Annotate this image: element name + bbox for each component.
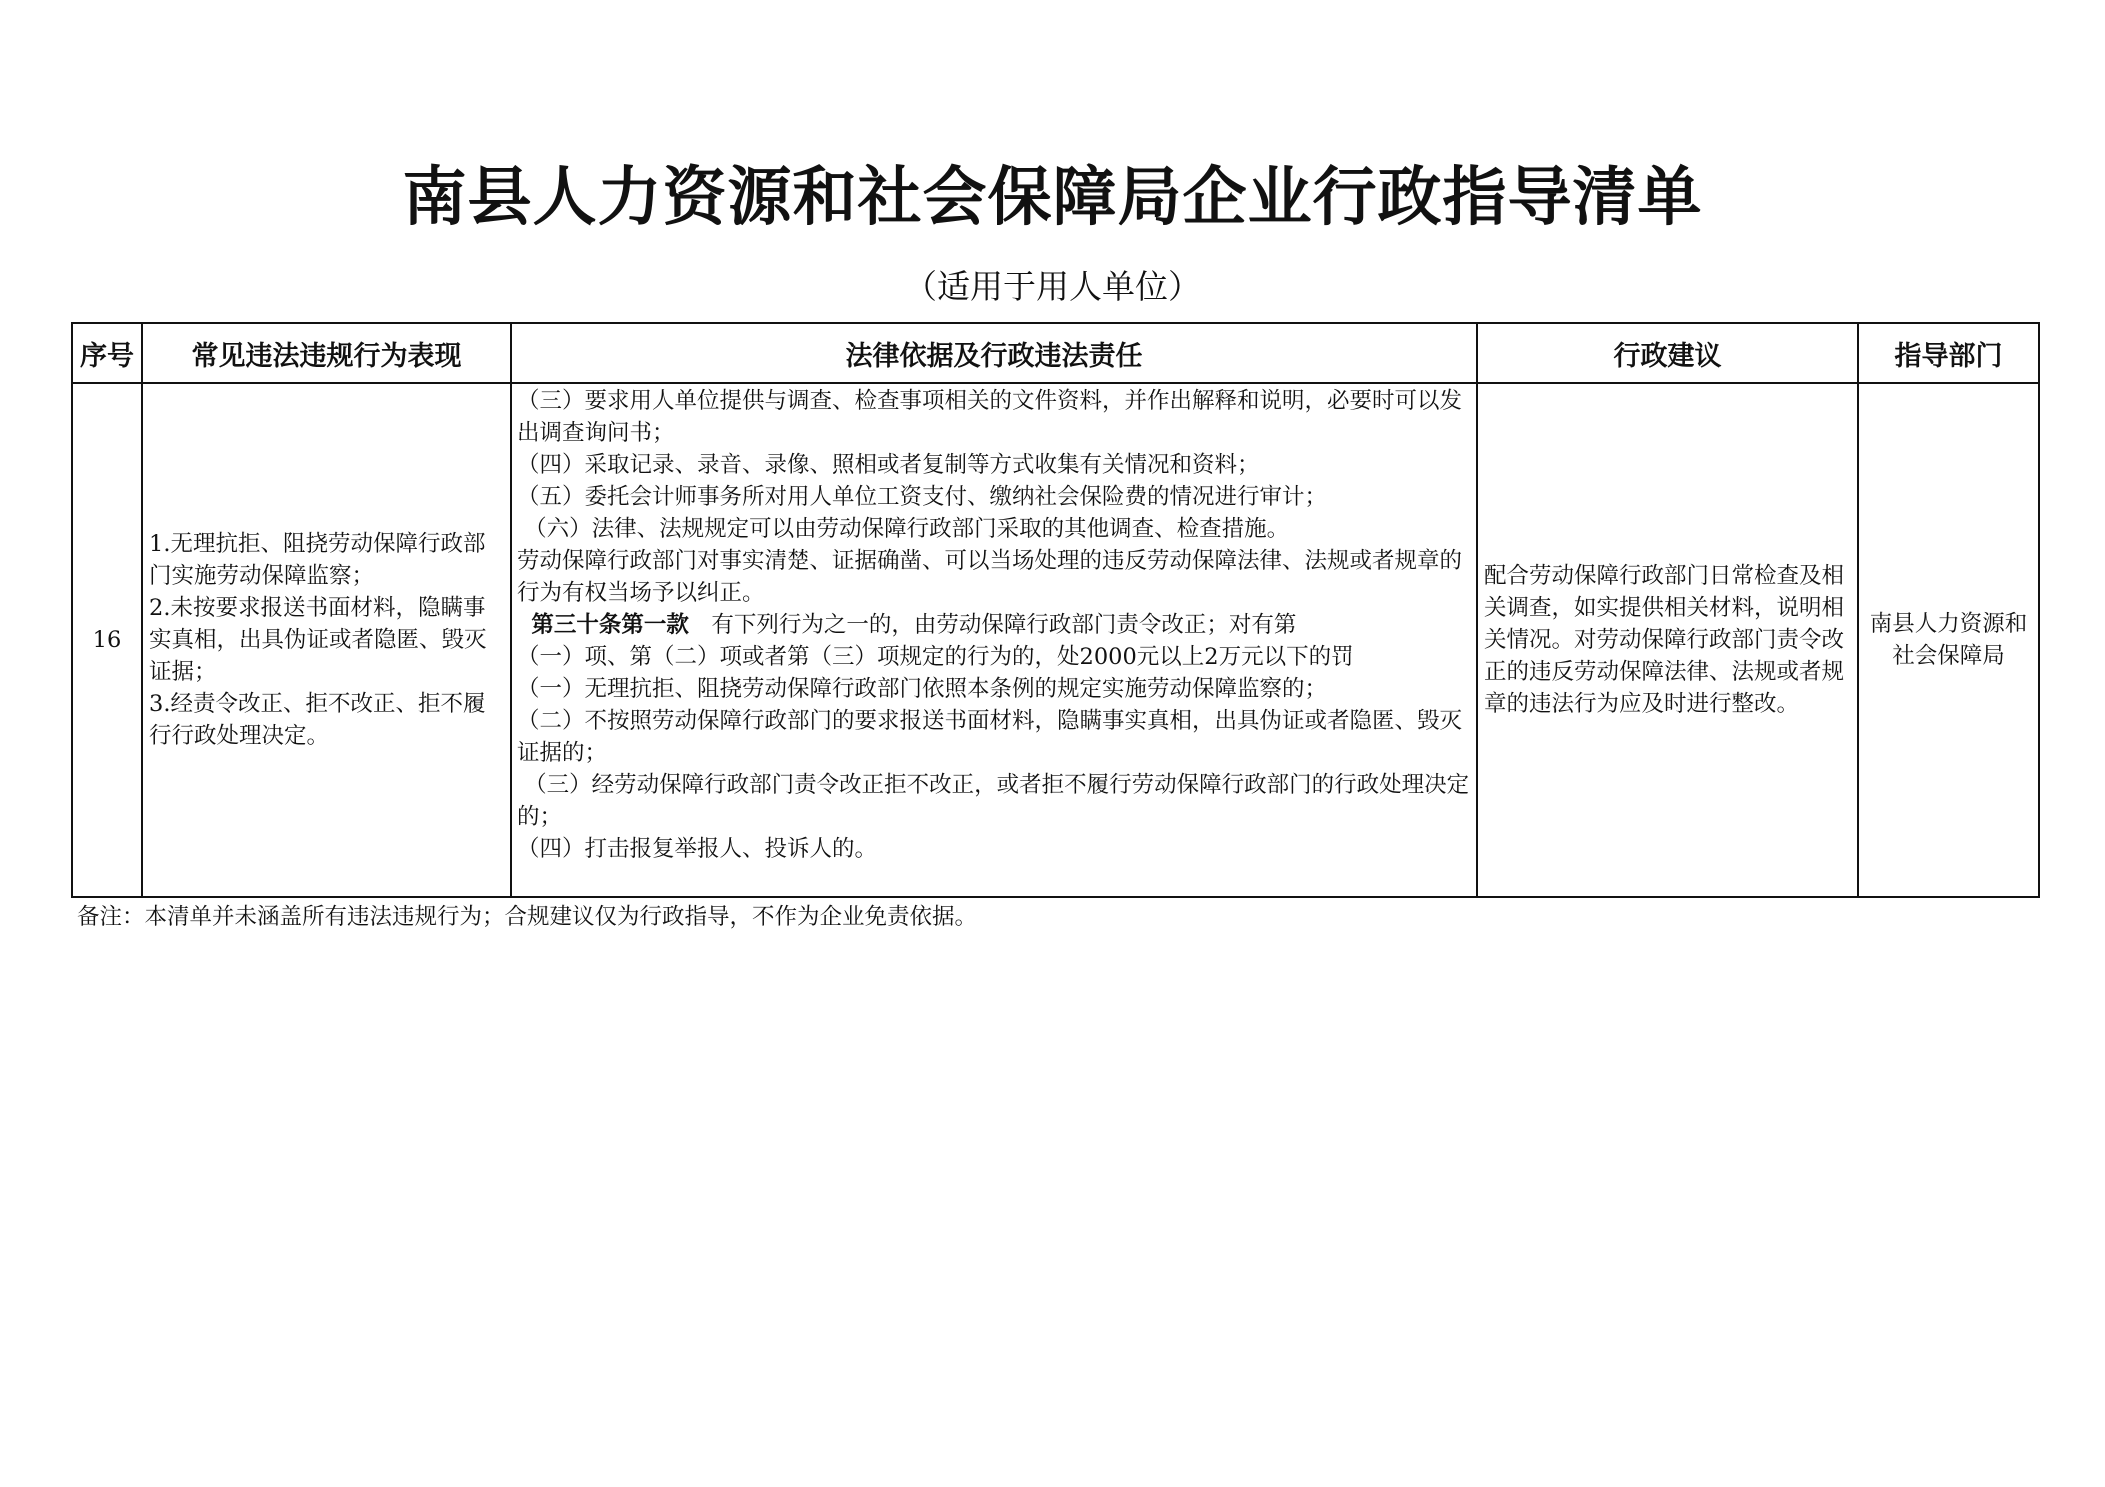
department-cell: 南县人力资源和社会保障局 xyxy=(1858,383,2039,897)
law-line: （一）无理抗拒、阻挠劳动保障行政部门依照本条例的规定实施劳动保障监察的； xyxy=(517,676,1328,702)
law-line: 劳动保障行政部门对事实清楚、证据确凿、可以当场处理的违反劳动保障法律、法规或者规章的行为有权当场予以纠正。 xyxy=(517,548,1463,606)
table-row xyxy=(72,383,2039,897)
header-law: 法律依据及行政违法责任 xyxy=(511,323,1477,383)
header-no: 序号 xyxy=(72,323,142,383)
violation-item: 1.无理抗拒、阻挠劳动保障行政部门实施劳动保障监察； xyxy=(149,531,486,589)
table-header-row xyxy=(72,323,2039,383)
guidance-table xyxy=(71,322,2040,898)
law-line: （六）法律、法规规定可以由劳动保障行政部门采取的其他调查、检查措施。 xyxy=(517,516,1290,542)
page-subtitle: （适用于用人单位） xyxy=(904,267,1201,306)
row-number: 16 xyxy=(72,383,142,897)
law-line: （二）不按照劳动保障行政部门的要求报送书面材料，隐瞒事实真相，出具伪证或者隐匿、毁灭证据的； xyxy=(517,708,1463,766)
law-line: （五）委托会计师事务所对用人单位工资支付、缴纳社会保险费的情况进行审计； xyxy=(517,484,1328,510)
article-text: 有下列行为之一的，由劳动保障行政部门责令改正；对有第 xyxy=(688,612,1297,638)
advice-cell: 配合劳动保障行政部门日常检查及相关调查，如实提供相关材料，说明相关情况。对劳动保障行政部门责令改正的违反劳动保障法律、法规或者规章的违法行为应及时进行整改。 xyxy=(1477,383,1858,897)
violation-cell xyxy=(142,383,511,897)
header-dept: 指导部门 xyxy=(1858,323,2039,383)
violation-item: 2.未按要求报送书面材料，隐瞒事实真相，出具伪证或者隐匿、毁灭证据； xyxy=(149,595,487,685)
header-advice: 行政建议 xyxy=(1477,323,1858,383)
law-line: （四）打击报复举报人、投诉人的。 xyxy=(517,836,878,862)
header-acts: 常见违法违规行为表现 xyxy=(142,323,511,383)
law-line: （四）采取记录、录音、录像、照相或者复制等方式收集有关情况和资料； xyxy=(517,452,1260,478)
legal-basis-cell xyxy=(511,383,1477,897)
violation-item: 3.经责令改正、拒不改正、拒不履行行政处理决定。 xyxy=(149,691,486,749)
footnote: 备注：本清单并未涵盖所有违法违规行为；合规建议仅为行政指导，不作为企业免责依据。 xyxy=(77,904,978,930)
page-title: 南县人力资源和社会保障局企业行政指导清单 xyxy=(402,160,1703,235)
law-line: （一）项、第（二）项或者第（三）项规定的行为的，处2000元以上2万元以下的罚 xyxy=(517,644,1354,670)
law-line: （三）经劳动保障行政部门责令改正拒不改正，或者拒不履行劳动保障行政部门的行政处理决定的； xyxy=(517,772,1470,830)
article-lead: 第三十条第一款 xyxy=(531,612,689,638)
law-line: （三）要求用人单位提供与调查、检查事项相关的文件资料，并作出解释和说明，必要时可以发出调查询问书； xyxy=(517,388,1463,446)
law-article-line xyxy=(517,609,1472,641)
